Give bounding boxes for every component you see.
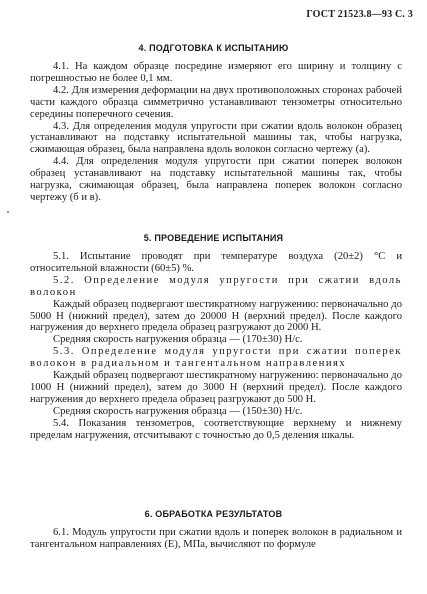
paragraph-5-4: 5.4. Показания тензометров, соответствующие верхнему и нижнему пределам нагружения, отсчитывают с точностью до 0,5 деления шкалы.	[30, 417, 402, 441]
paragraph-4-1: 4.1. На каждом образце посредине измеряют его ширину и толщину с погрешностью не более 0,1 мм.	[30, 61, 402, 84]
section-title-5: 5. ПРОВЕДЕНИЕ ИСПЫТАНИЯ	[143, 233, 284, 243]
paragraph-5-2-speed: Средняя скорость нагружения образца — (170±30) Н/с.	[53, 334, 303, 346]
paragraph-4-3: 4.3. Для определения модуля упругости при сжатии вдоль волокон образец устанавливают на подставку испытательной машины так, чтобы нагрузка, сжимающая образец, была направлена вдоль волокон согласно чертежу (а).	[30, 120, 402, 156]
paragraph-5-3-text: Каждый образец подвергают шестикратному нагружению: первоначально до 1000 Н (нижний предел), затем до 3000 Н (верхний предел). После каждого нагружения до верхнего предела образец разгружают до 500 Н.	[30, 370, 402, 405]
paragraph-5-3-speed: Средняя скорость нагружения образца — (150±30) Н/с.	[53, 405, 303, 417]
paragraph-5-2-text: Каждый образец подвергают шестикратному нагружению: первоначально до 5000 Н (нижний предел), затем до 20000 Н (верхний предел). После каждого нагружения до верхнего предела образец разгружают до 2000 Н.	[30, 298, 402, 334]
section-title-4: 4. ПОДГОТОВКА К ИСПЫТАНИЮ	[138, 43, 289, 53]
margin-dot	[7, 211, 9, 213]
paragraph-4-4: 4.4. Для определения модуля упругости при сжатии поперек волокон образец устанавливают на подставку испытательной машины так, чтобы нагрузка, сжимающая образец, была направлена поперек волокон согласно чертежу (б и в).	[30, 156, 402, 203]
paragraph-5-1: 5.1. Испытание проводят при температуре воздуха (20±2) °С и относительной влажности (60±5) %.	[30, 251, 402, 274]
section-6-body	[30, 527, 402, 551]
paragraph-5-3-heading: 5.3. Определение модуля упругости при сжатии поперек волокон в радиальном и тангентальном направлениях	[30, 346, 402, 370]
paragraph-6-1: 6.1. Модуль упругости при сжатии вдоль и поперек волокон в радиальном и тангентальном направлениях (Е), МПа, вычисляют по формуле	[30, 527, 402, 550]
page-header: ГОСТ 21523.8—93 С. 3	[306, 9, 413, 20]
section-title-6: 6. ОБРАБОТКА РЕЗУЛЬТАТОВ	[144, 509, 283, 519]
section-4-body	[30, 61, 402, 204]
paragraph-4-2: 4.2. Для измерения деформации на двух противоположных сторонах рабочей части каждого образца симметрично устанавливают тензометры относительно середины поперечного сечения.	[30, 84, 402, 120]
section-5-body	[30, 251, 402, 442]
paragraph-5-2-heading: 5.2. Определение модуля упругости при сжатии вдоль волокон	[30, 274, 402, 298]
